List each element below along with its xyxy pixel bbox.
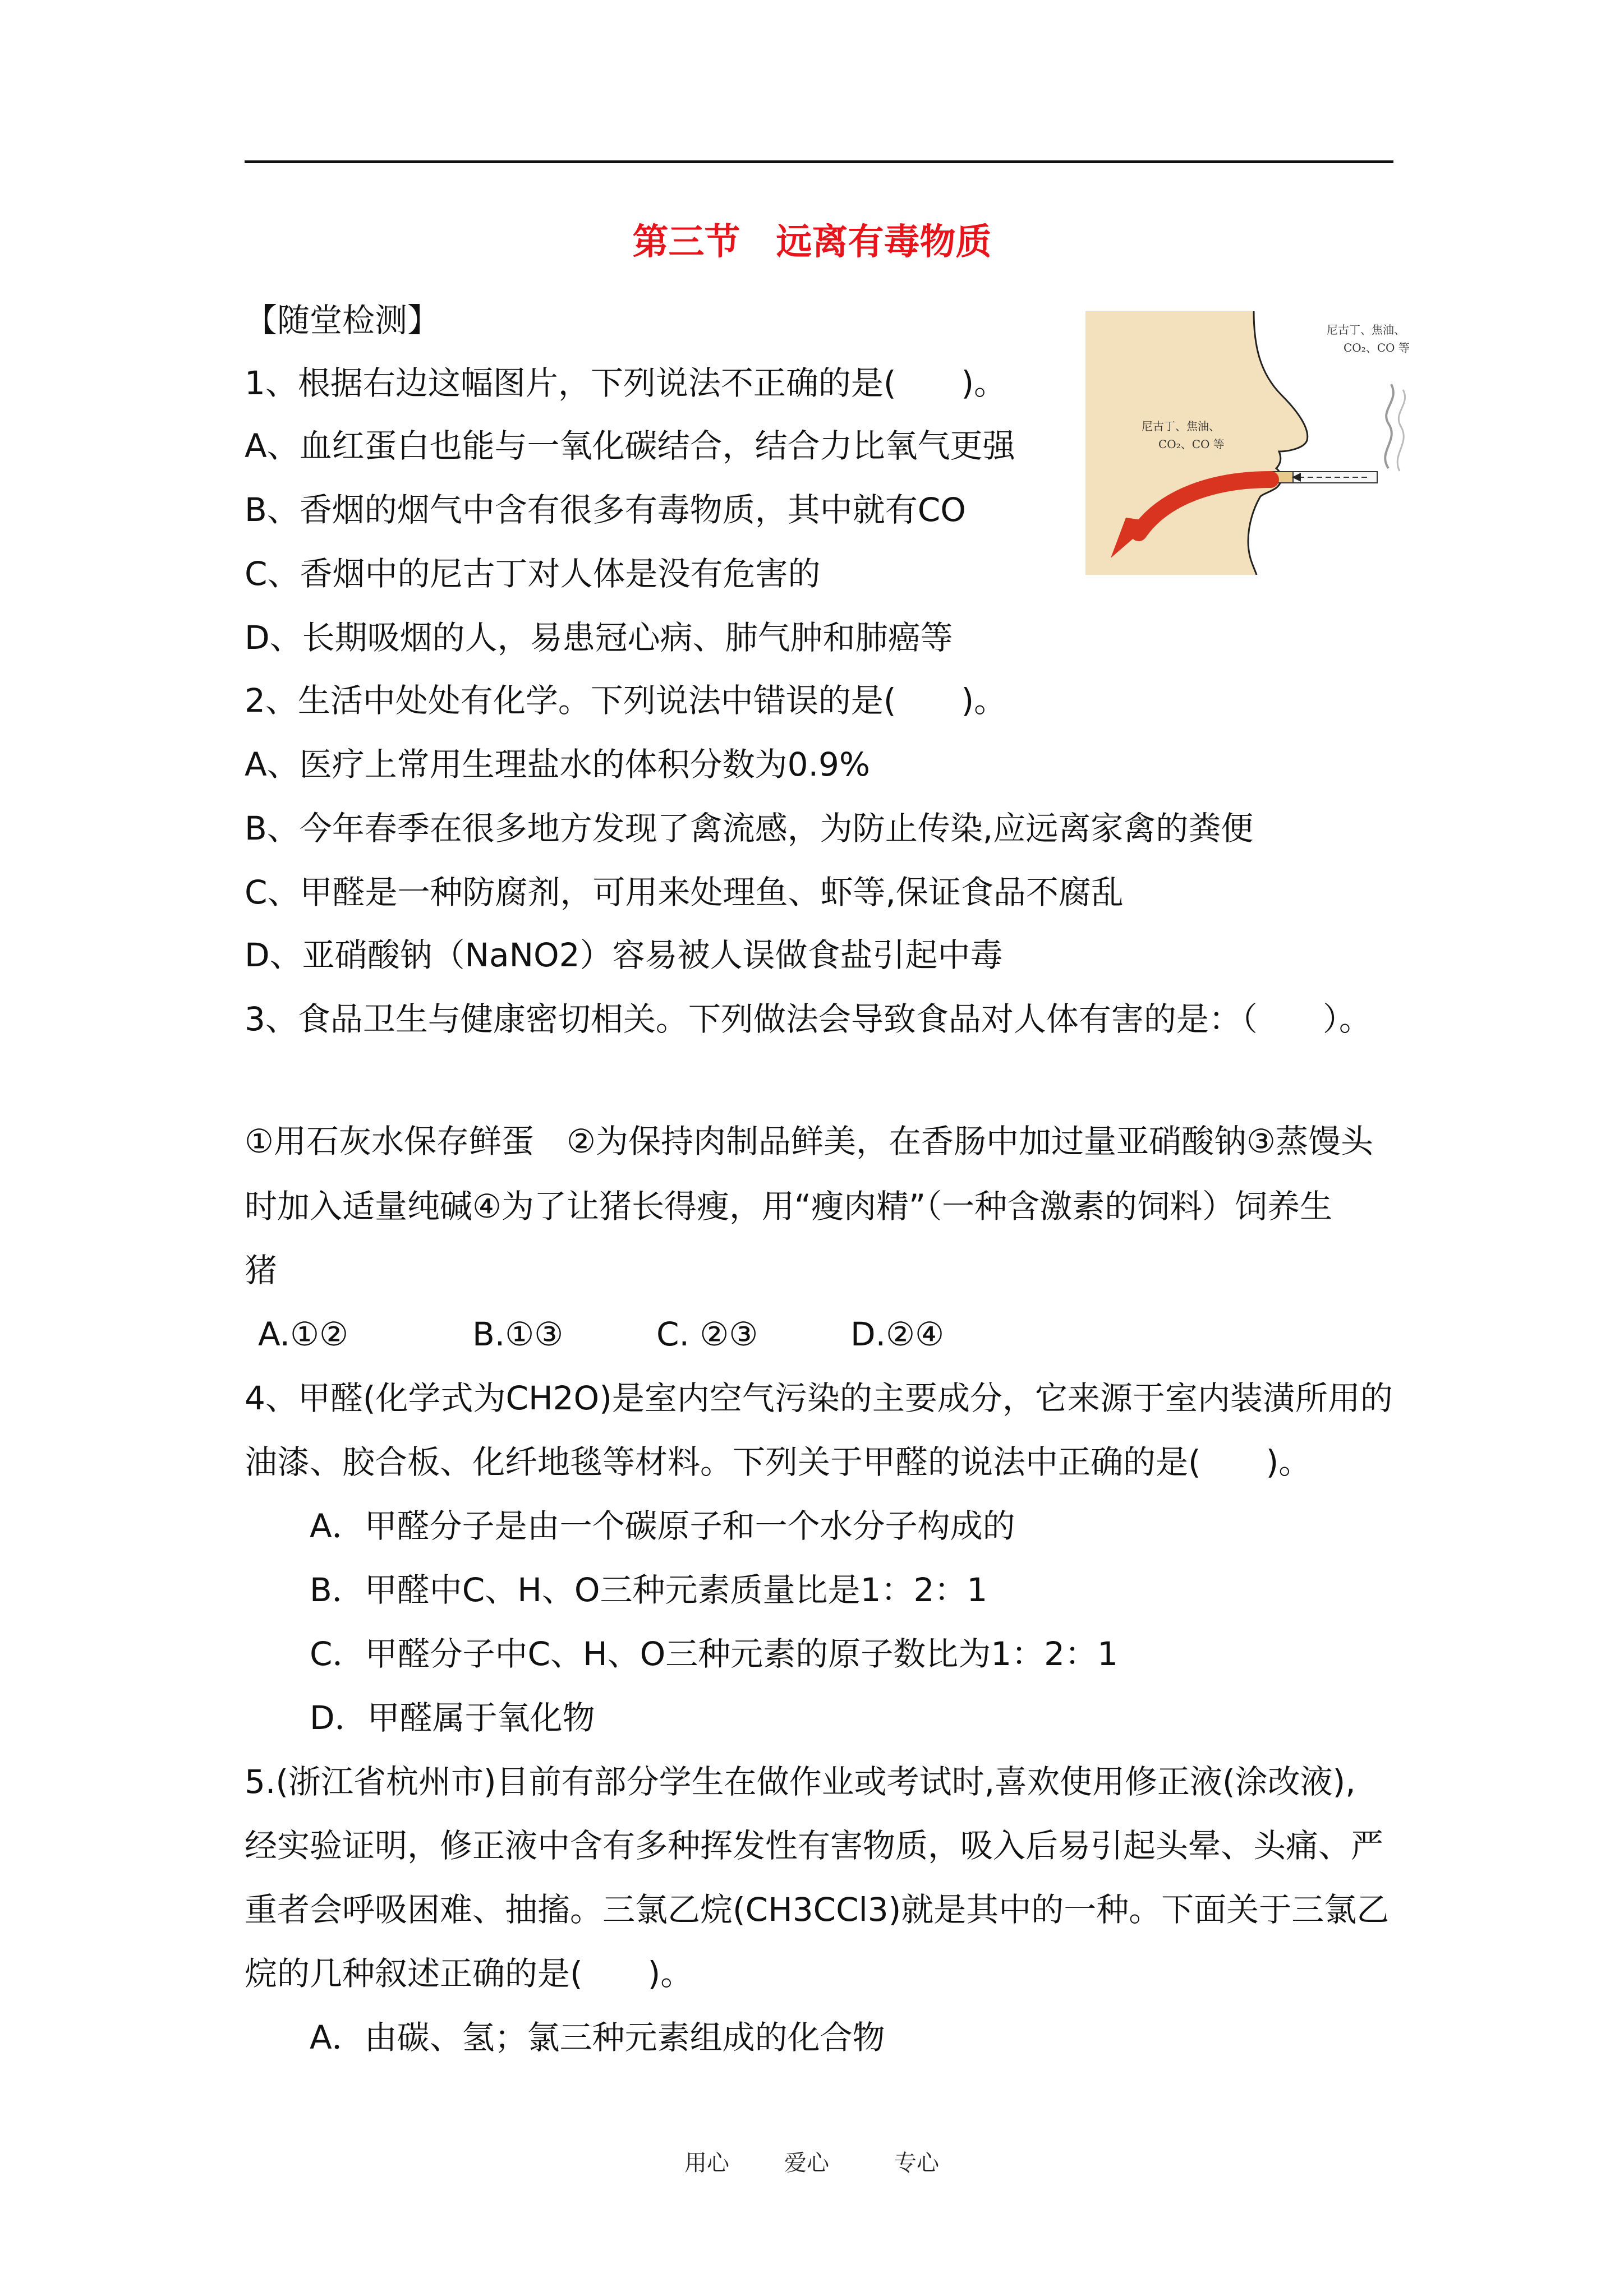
smoking-illustration xyxy=(1085,311,1444,575)
page-title: 第三节 远离有毒物质 xyxy=(632,221,992,263)
figure-label-mid: 尼古丁、焦油、 xyxy=(1142,419,1220,433)
q1-option-a: A、血红蛋白也能与一氧化碳结合，结合力比氧气更强 xyxy=(245,427,1015,465)
q2-option-c: C、甲醛是一种防腐剂，可用来处理鱼、虾等,保证食品不腐乱 xyxy=(245,873,1124,911)
q1-option-b: B、香烟的烟气中含有很多有毒物质，其中就有CO xyxy=(245,491,966,529)
question-4-line-2: 油漆、胶合板、化纤地毯等材料。下列关于甲醛的说法中正确的是( )。 xyxy=(245,1443,1312,1481)
question-5-line-3: 重者会呼吸困难、抽搐。三氯乙烷(CH3CCl3)就是其中的一种。下面关于三氯乙 xyxy=(245,1891,1390,1929)
figure-label-mid-2: CO₂、CO 等 xyxy=(1158,437,1225,451)
header-rule xyxy=(245,160,1393,163)
q2-option-b: B、今年春季在很多地方发现了禽流感，为防止传染,应远离家禽的粪便 xyxy=(245,809,1254,847)
q3-option-a: A.①② xyxy=(258,1315,349,1353)
q3-option-c: C. ②③ xyxy=(656,1315,758,1353)
footer-word-1: 用心 xyxy=(684,2150,729,2176)
q1-option-d: D、长期吸烟的人，易患冠心病、肺气肿和肺癌等 xyxy=(245,619,953,657)
question-5-line-4: 烷的几种叙述正确的是( )。 xyxy=(245,1954,693,1993)
question-2: 2、生活中处处有化学。下列说法中错误的是( )。 xyxy=(245,681,1007,720)
q3-body-line-2: 时加入适量纯碱④为了让猪长得瘦，用“瘦肉精”（一种含激素的饲料）饲养生 xyxy=(245,1187,1333,1225)
figure-label-top: 尼古丁、焦油、 xyxy=(1327,323,1405,336)
q3-option-b: B.①③ xyxy=(472,1315,564,1353)
question-1: 1、根据右边这幅图片，下列说法不正确的是( )。 xyxy=(245,364,1007,402)
q4-option-c: C．甲醛分子中C、H、O三种元素的原子数比为1：2：1 xyxy=(310,1635,1118,1673)
q3-body-line-3: 猪 xyxy=(245,1251,278,1289)
q4-option-d: D．甲醛属于氧化物 xyxy=(310,1699,595,1737)
question-4-line-1: 4、甲醛(化学式为CH2O)是室内空气污染的主要成分，它来源于室内装潢所用的 xyxy=(245,1379,1393,1417)
question-5-line-2: 经实验证明，修正液中含有多种挥发性有害物质，吸入后易引起头晕、头痛、严 xyxy=(245,1827,1384,1865)
q2-option-d: D、亚硝酸钠（NaNO2）容易被人误做食盐引起中毒 xyxy=(245,936,1003,974)
q2-option-a: A、医疗上常用生理盐水的体积分数为0.9% xyxy=(245,745,871,783)
q3-body-line-1: ①用石灰水保存鲜蛋 ②为保持肉制品鲜美，在香肠中加过量亚硝酸钠③蒸馒头 xyxy=(245,1122,1373,1160)
question-5-line-1: 5.(浙江省杭州市)目前有部分学生在做作业或考试时,喜欢使用修正液(涂改液), xyxy=(245,1763,1356,1801)
q4-option-a: A．甲醛分子是由一个碳原子和一个水分子构成的 xyxy=(310,1507,1015,1545)
figure-label-top-2: CO₂、CO 等 xyxy=(1344,341,1410,354)
q5-option-a: A．由碳、氢；氯三种元素组成的化合物 xyxy=(310,2018,885,2057)
q4-option-b: B．甲醛中C、H、O三种元素质量比是1：2：1 xyxy=(310,1571,988,1609)
q3-option-d: D.②④ xyxy=(850,1315,945,1353)
footer-word-3: 专心 xyxy=(894,2150,939,2176)
question-3: 3、食品卫生与健康密切相关。下列做法会导致食品对人体有害的是：（ ）。 xyxy=(245,1000,1372,1038)
section-heading: 【随堂检测】 xyxy=(245,301,440,339)
footer-word-2: 爱心 xyxy=(784,2150,829,2176)
q1-option-c: C、香烟中的尼古丁对人体是没有危害的 xyxy=(245,555,821,593)
